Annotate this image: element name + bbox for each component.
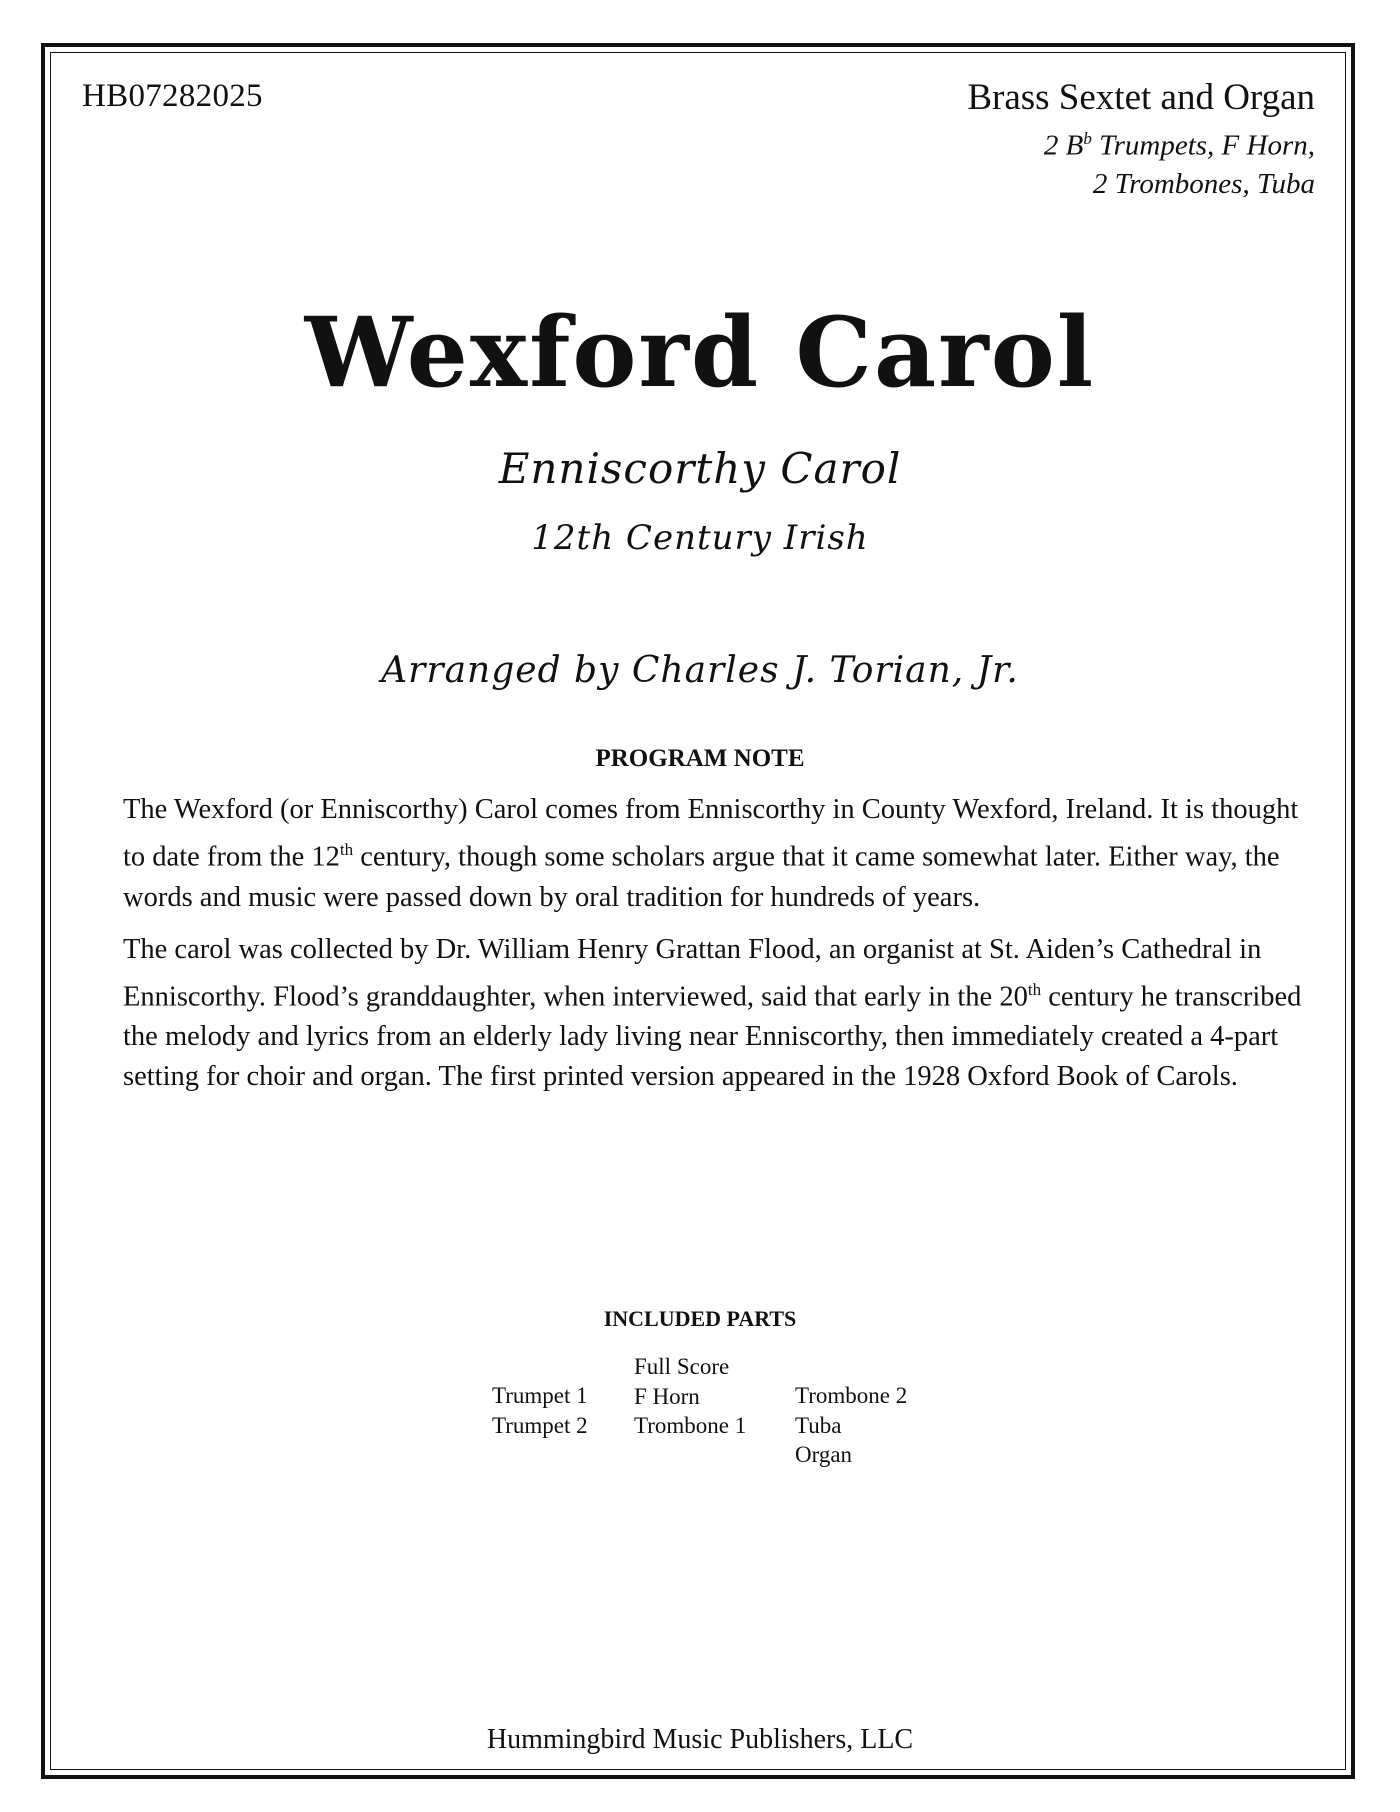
program-note-p2-text-b: century he transcribed the melody and lyrics from an elderly lady living near Enniscorthy, then immediately created a 4-part setting for choir and organ. The first printed version appeared in the 1928 Oxford Book of Carols. (123, 981, 1302, 1092)
ensemble-block (967, 76, 1315, 203)
program-note-paragraph-2 (123, 930, 1313, 1098)
parts-column-2 (634, 1352, 746, 1441)
catalog-code: HB07282025 (82, 78, 263, 114)
program-note-p2-sup: th (1027, 979, 1042, 999)
program-note-body (123, 790, 1313, 1109)
arranger-credit: Arranged by Charles J. Torian, Jr. (381, 650, 1019, 691)
program-note-p1-text-b: century, though some scholars argue that it came somewhat later. Either way, the words and music were passed down by oral tradition for hundreds of years. (123, 841, 1280, 913)
instrumentation-line-1-pre: 2 B (1043, 129, 1084, 162)
part-item: Tuba (795, 1412, 842, 1438)
instrumentation-line-2: 2 Trombones, Tuba (1092, 167, 1315, 200)
part-item: Trombone 1 (634, 1413, 747, 1438)
part-item: Full Score (634, 1354, 730, 1379)
part-item: Trumpet 2 (492, 1412, 588, 1438)
part-item: Organ (795, 1442, 853, 1467)
piece-origin: 12th Century Irish (531, 518, 869, 558)
instrumentation-line-1 (967, 120, 1315, 165)
piece-subtitle: Enniscorthy Carol (498, 444, 902, 493)
part-item: Trumpet 1 (492, 1383, 588, 1408)
program-note-p1-sup: th (339, 840, 354, 859)
program-note-p2-text-a: The carol was collected by Dr. William Henry Grattan Flood, an organist at St. Aiden’s Cathedral in Enniscorthy. Flood’s granddaughter, when interviewed, said that early in the 20 (123, 933, 1262, 1012)
part-item: Trombone 2 (795, 1383, 908, 1408)
flat-superscript: b (1083, 129, 1092, 148)
parts-column-3 (795, 1381, 907, 1470)
program-note-heading: PROGRAM NOTE (595, 745, 805, 772)
program-note-p1-text-a: The Wexford (or Enniscorthy) Carol comes from Enniscorthy in County Wexford, Ireland. It is thought to date from the 12 (123, 794, 1299, 873)
publisher-credit: Hummingbird Music Publishers, LLC (486, 1724, 914, 1755)
program-note-paragraph-1 (123, 790, 1313, 918)
parts-column-1 (492, 1381, 588, 1440)
part-item: F Horn (634, 1383, 700, 1409)
included-parts-heading: INCLUDED PARTS (603, 1306, 797, 1331)
instrumentation-line-1-post: Trumpets, F Horn, (1091, 129, 1315, 162)
ensemble-title: Brass Sextet and Organ (967, 77, 1315, 118)
piece-title: Wexford Carol (304, 296, 1096, 409)
